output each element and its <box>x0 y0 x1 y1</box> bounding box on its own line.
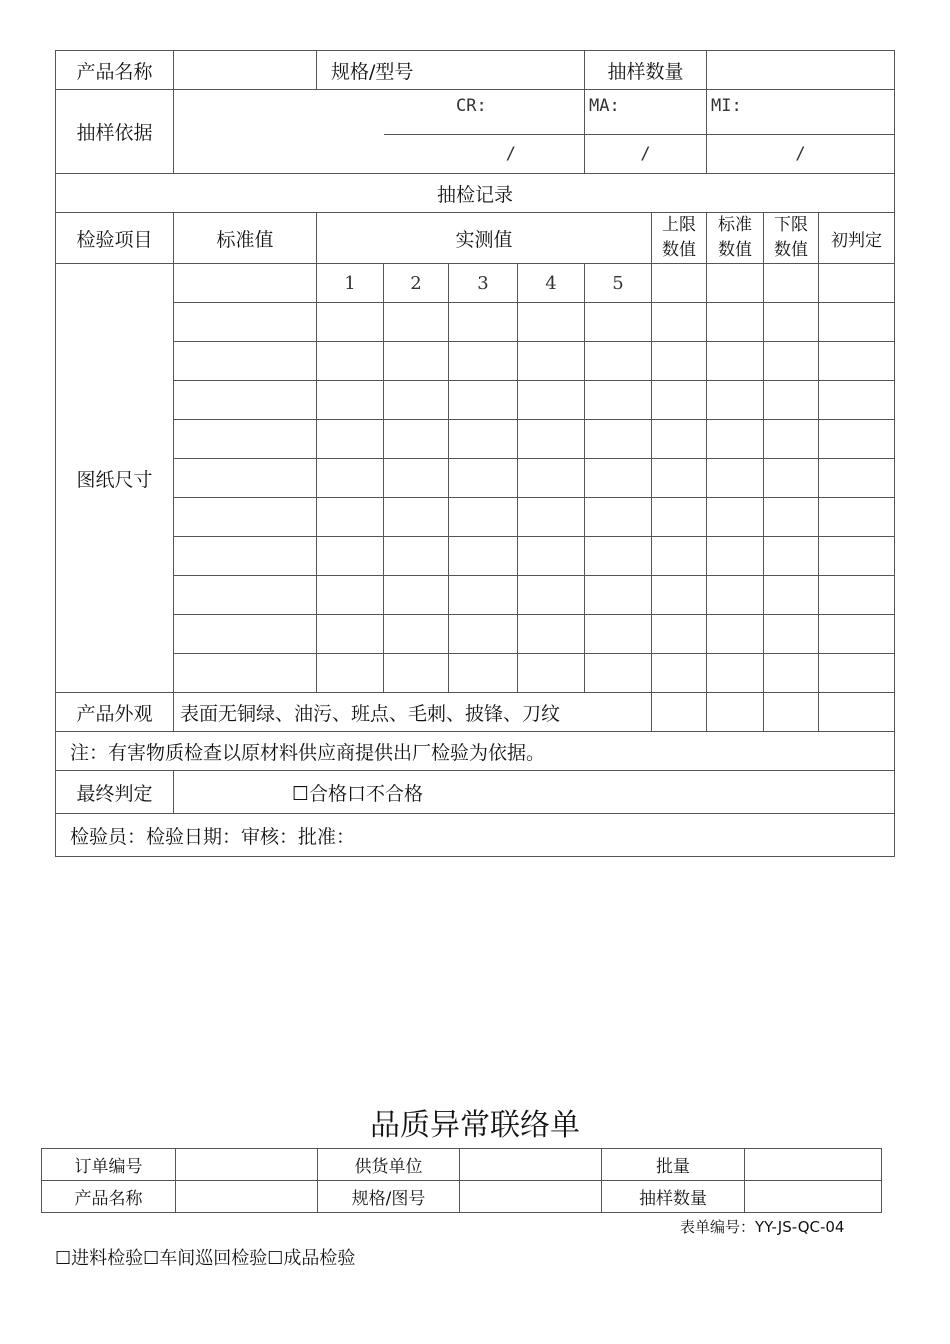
cell[interactable] <box>652 264 707 303</box>
cell[interactable] <box>174 654 317 693</box>
sample-qty-label: 抽样数量 <box>585 51 707 90</box>
measure-row <box>56 654 895 693</box>
cell[interactable] <box>317 303 384 342</box>
cell[interactable] <box>764 381 819 420</box>
cell[interactable] <box>707 342 764 381</box>
cell[interactable] <box>652 420 707 459</box>
cell[interactable] <box>174 381 317 420</box>
drawing-dim-label: 图纸尺寸 <box>56 264 174 693</box>
cell[interactable] <box>518 303 585 342</box>
cell[interactable] <box>585 498 652 537</box>
col-judge: 初判定 <box>819 213 895 264</box>
measure-row <box>56 342 895 381</box>
cell[interactable] <box>384 381 449 420</box>
cell[interactable] <box>652 381 707 420</box>
basis-label: 抽样依据 <box>56 90 174 174</box>
cell[interactable] <box>449 498 518 537</box>
cell[interactable] <box>764 576 819 615</box>
col-standard: 标准值 <box>174 213 317 264</box>
cell[interactable] <box>449 342 518 381</box>
cell[interactable] <box>384 303 449 342</box>
cell[interactable] <box>317 420 384 459</box>
cell[interactable] <box>819 264 895 303</box>
cell[interactable] <box>518 420 585 459</box>
supplier-label: 供货单位 <box>318 1149 460 1181</box>
cell[interactable] <box>384 498 449 537</box>
cr-label: CR: <box>456 96 487 116</box>
cell[interactable] <box>819 381 895 420</box>
cell[interactable] <box>764 654 819 693</box>
cell[interactable] <box>384 576 449 615</box>
cell[interactable] <box>585 537 652 576</box>
cell[interactable] <box>384 342 449 381</box>
cell[interactable] <box>764 537 819 576</box>
mi-label: MI: <box>707 90 895 135</box>
sample-qty-field-2[interactable] <box>745 1181 882 1213</box>
cell[interactable] <box>764 264 819 303</box>
cell[interactable] <box>174 615 317 654</box>
measure-row <box>56 576 895 615</box>
cell[interactable] <box>384 654 449 693</box>
spec-field-2[interactable] <box>460 1181 602 1213</box>
form-number: 表单编号：YY-JS-QC-04 <box>680 1218 845 1236</box>
cell[interactable] <box>819 303 895 342</box>
cell[interactable] <box>764 303 819 342</box>
cell[interactable] <box>652 342 707 381</box>
cell[interactable] <box>819 498 895 537</box>
cell[interactable] <box>585 303 652 342</box>
cell[interactable] <box>585 459 652 498</box>
cell[interactable] <box>819 693 895 732</box>
supplier-field[interactable] <box>460 1149 602 1181</box>
form2-table <box>41 1148 882 1213</box>
cell[interactable] <box>518 576 585 615</box>
cell[interactable] <box>174 459 317 498</box>
batch-label: 批量 <box>602 1149 745 1181</box>
cell[interactable] <box>449 615 518 654</box>
col-measured: 实测值 <box>317 213 652 264</box>
sample-qty-label-2: 抽样数量 <box>602 1181 745 1213</box>
cell[interactable] <box>449 420 518 459</box>
cell[interactable] <box>707 576 764 615</box>
cell[interactable] <box>585 420 652 459</box>
cell[interactable] <box>707 615 764 654</box>
cell[interactable] <box>764 498 819 537</box>
cell[interactable] <box>764 342 819 381</box>
measure-row <box>56 537 895 576</box>
batch-field[interactable] <box>745 1149 882 1181</box>
order-no-label: 订单编号 <box>42 1149 176 1181</box>
cell[interactable] <box>384 537 449 576</box>
cell[interactable] <box>764 459 819 498</box>
sample-no: 5 <box>585 264 652 303</box>
cell[interactable] <box>449 654 518 693</box>
cell[interactable] <box>518 537 585 576</box>
final-options[interactable]: ☐合格口不合格 <box>174 771 895 814</box>
cell[interactable] <box>384 420 449 459</box>
cell[interactable] <box>174 342 317 381</box>
appearance-text: 表面无铜绿、油污、班点、毛刺、披锋、刀纹 <box>174 693 652 732</box>
cell[interactable] <box>449 459 518 498</box>
inspection-table <box>55 50 895 857</box>
cell[interactable] <box>384 615 449 654</box>
measure-row <box>56 498 895 537</box>
spec-label: 规格/型号 <box>317 51 585 90</box>
col-standard-val <box>707 213 764 264</box>
cell[interactable] <box>174 498 317 537</box>
cell[interactable] <box>707 303 764 342</box>
cell[interactable] <box>819 615 895 654</box>
cell[interactable] <box>652 654 707 693</box>
sample-no: 1 <box>317 264 384 303</box>
ma-label: MA: <box>585 90 707 135</box>
final-label: 最终判定 <box>56 771 174 814</box>
cell[interactable] <box>317 498 384 537</box>
cell[interactable] <box>652 615 707 654</box>
record-title: 抽检记录 <box>56 174 895 213</box>
cell[interactable] <box>317 615 384 654</box>
cell[interactable] <box>449 381 518 420</box>
product-name-field[interactable] <box>174 51 317 90</box>
cell[interactable] <box>707 498 764 537</box>
cell[interactable] <box>518 459 585 498</box>
cell[interactable] <box>707 264 764 303</box>
measure-row <box>56 303 895 342</box>
cell[interactable] <box>764 615 819 654</box>
col-lower-text: 下限数值 <box>774 215 809 260</box>
note-text: 注：有害物质检查以原材料供应商提供出厂检验为依据。 <box>56 732 895 771</box>
inspection-type-options[interactable]: ☐进料检验☐车间巡回检验☐成品检验 <box>55 1248 356 1269</box>
cell[interactable] <box>652 303 707 342</box>
cell[interactable] <box>518 381 585 420</box>
cell[interactable] <box>652 537 707 576</box>
cell[interactable] <box>585 654 652 693</box>
cell[interactable] <box>317 381 384 420</box>
cell[interactable] <box>317 654 384 693</box>
cell[interactable] <box>707 537 764 576</box>
cell[interactable] <box>585 342 652 381</box>
cell[interactable] <box>449 537 518 576</box>
sample-no: 4 <box>518 264 585 303</box>
cell[interactable] <box>652 498 707 537</box>
spec-label-2: 规格/图号 <box>318 1181 460 1213</box>
cell[interactable] <box>585 576 652 615</box>
cell[interactable] <box>449 303 518 342</box>
col-upper-text: 上限数值 <box>662 215 697 260</box>
cell[interactable] <box>317 342 384 381</box>
cell[interactable] <box>652 576 707 615</box>
cell[interactable] <box>174 537 317 576</box>
sample-qty-field[interactable] <box>707 51 895 90</box>
product-name-label-2: 产品名称 <box>42 1181 176 1213</box>
form2-title: 品质异常联络单 <box>370 1108 580 1138</box>
measure-row <box>56 459 895 498</box>
cell[interactable] <box>518 498 585 537</box>
sample-no: 3 <box>449 264 518 303</box>
basis-cr-cell[interactable] <box>174 90 585 135</box>
ma-value[interactable]: / <box>585 135 707 174</box>
cell[interactable] <box>652 693 707 732</box>
cell[interactable] <box>518 342 585 381</box>
col-upper <box>652 213 707 264</box>
cell[interactable] <box>707 459 764 498</box>
cell[interactable] <box>819 342 895 381</box>
cell[interactable] <box>819 654 895 693</box>
product-name-field-2[interactable] <box>176 1181 318 1213</box>
product-name-label: 产品名称 <box>56 51 174 90</box>
cell[interactable] <box>317 459 384 498</box>
cell[interactable] <box>449 576 518 615</box>
cell[interactable] <box>317 537 384 576</box>
cell[interactable] <box>819 420 895 459</box>
sample-no: 2 <box>384 264 449 303</box>
cell[interactable] <box>652 459 707 498</box>
measure-row <box>56 420 895 459</box>
cell[interactable] <box>518 654 585 693</box>
cell[interactable] <box>764 420 819 459</box>
cell[interactable] <box>518 615 585 654</box>
cell[interactable] <box>317 576 384 615</box>
cell[interactable] <box>174 303 317 342</box>
cell[interactable] <box>384 459 449 498</box>
measure-row <box>56 381 895 420</box>
col-item: 检验项目 <box>56 213 174 264</box>
cell[interactable] <box>707 381 764 420</box>
cell[interactable] <box>764 693 819 732</box>
cell[interactable] <box>707 693 764 732</box>
col-lower <box>764 213 819 264</box>
cell[interactable] <box>707 420 764 459</box>
cell[interactable] <box>819 537 895 576</box>
appearance-label: 产品外观 <box>56 693 174 732</box>
cell[interactable] <box>707 654 764 693</box>
cr-divider <box>384 134 584 135</box>
cr-value[interactable]: / <box>174 135 585 174</box>
cell[interactable] <box>174 576 317 615</box>
cell[interactable] <box>174 420 317 459</box>
cell[interactable] <box>585 381 652 420</box>
signatures: 检验员：检验日期：审核：批准： <box>56 814 895 857</box>
cell[interactable] <box>174 264 317 303</box>
col-standard-val-text: 标准数值 <box>718 215 753 260</box>
cell[interactable] <box>819 459 895 498</box>
cell[interactable] <box>819 576 895 615</box>
order-no-field[interactable] <box>176 1149 318 1181</box>
cell[interactable] <box>585 615 652 654</box>
mi-value[interactable]: / <box>707 135 895 174</box>
measure-row <box>56 615 895 654</box>
